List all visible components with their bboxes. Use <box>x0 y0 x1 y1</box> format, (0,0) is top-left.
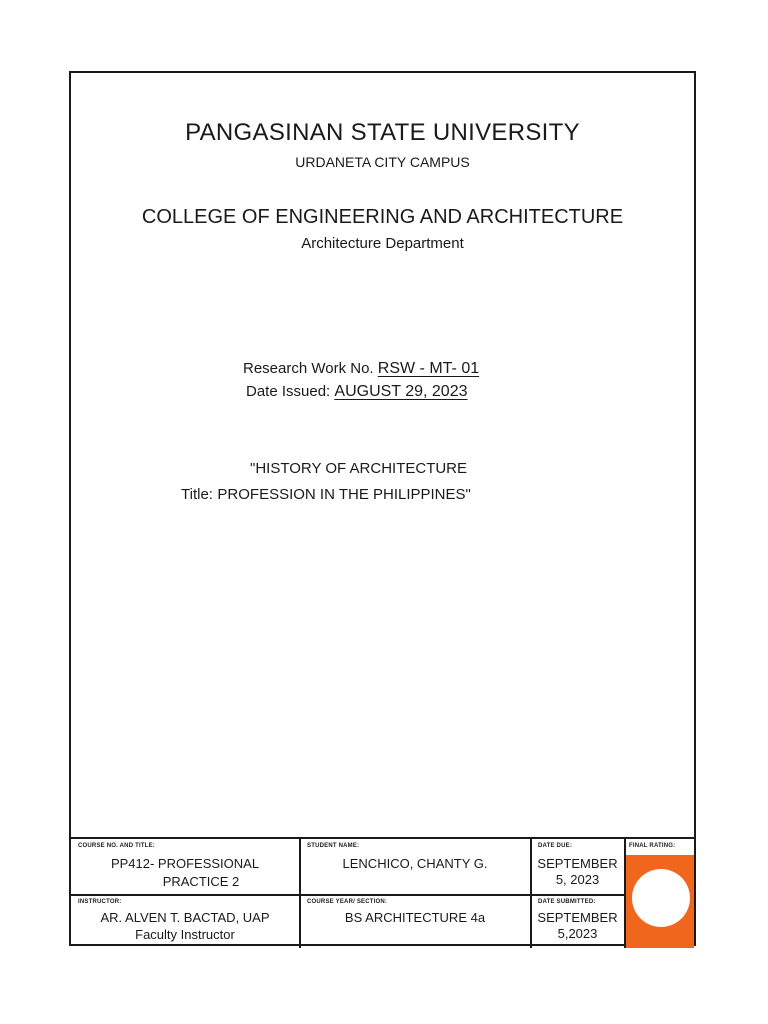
instructor-cell <box>71 895 299 948</box>
title-label: Title: <box>181 486 213 503</box>
date-issued-line <box>246 383 468 401</box>
instructor-name: AR. ALVEN T. BACTAD, UAP <box>100 910 270 925</box>
section-label: COURSE YEAR/ SECTION: <box>307 899 388 905</box>
final-rating-label: FINAL RATING: <box>629 843 676 849</box>
document-sheet <box>69 71 696 946</box>
date-due-line-2: 5, 2023 <box>555 872 600 887</box>
final-rating-cell <box>625 839 694 855</box>
university-name: PANGASINAN STATE UNIVERSITY <box>185 119 580 146</box>
campus-name: URDANETA CITY CAMPUS <box>295 154 470 170</box>
final-rating-box <box>626 855 694 948</box>
title-line-1: "HISTORY OF ARCHITECTURE <box>250 460 468 477</box>
date-issued-label: Date Issued: <box>246 383 331 400</box>
department-name: Architecture Department <box>301 235 464 252</box>
student-name: LENCHICO, CHANTY G. <box>342 856 488 871</box>
course-line-1: PP412- PROFESSIONAL <box>110 856 260 871</box>
course-label: COURSE NO. AND TITLE: <box>78 843 155 849</box>
research-work-line <box>243 360 479 378</box>
research-work-value: RSW - MT- 01 <box>377 360 480 377</box>
title-line-2 <box>181 486 471 504</box>
final-rating-circle <box>632 869 690 927</box>
date-due-label: DATE DUE: <box>538 843 573 849</box>
student-label: STUDENT NAME: <box>307 843 360 849</box>
instructor-label: INSTRUCTOR: <box>78 899 122 905</box>
student-cell <box>300 839 530 894</box>
section-cell <box>300 895 530 948</box>
instructor-role: Faculty Instructor <box>135 927 235 942</box>
title-text: PROFESSION IN THE PHILIPPINES" <box>217 486 471 503</box>
course-line-2: PRACTICE 2 <box>162 874 240 889</box>
date-submitted-line-2: 5,2023 <box>557 926 598 941</box>
date-due-line-1: SEPTEMBER <box>537 856 618 871</box>
title-block <box>71 837 694 948</box>
date-submitted-line-1: SEPTEMBER <box>537 910 618 925</box>
section-value: BS ARCHITECTURE 4a <box>344 910 486 925</box>
date-submitted-label: DATE SUBMITTED: <box>538 899 596 905</box>
college-name: COLLEGE OF ENGINEERING AND ARCHITECTURE <box>141 206 624 228</box>
date-due-cell <box>531 839 624 894</box>
date-submitted-cell <box>531 895 624 948</box>
course-cell <box>71 839 299 894</box>
research-work-label: Research Work No. <box>243 360 374 377</box>
date-issued-value: AUGUST 29, 2023 <box>334 383 468 400</box>
